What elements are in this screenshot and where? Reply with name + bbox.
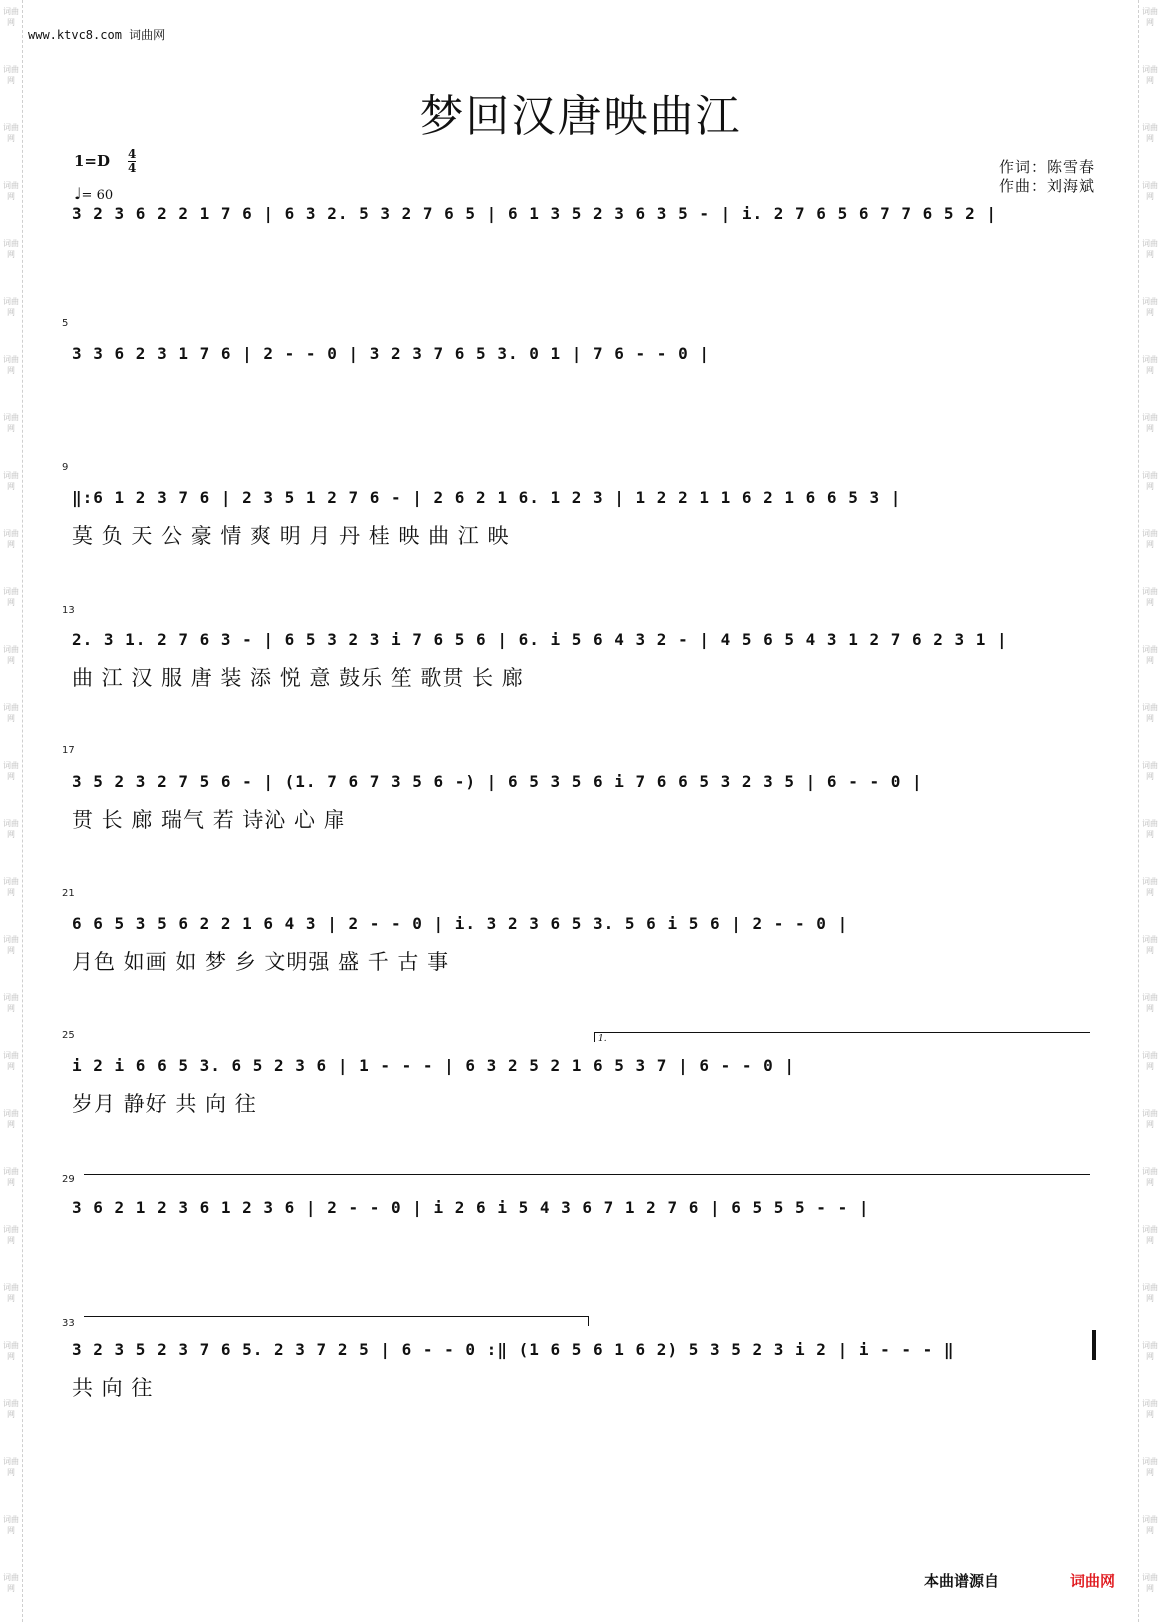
time-signature	[128, 148, 136, 175]
volta-bracket-continued	[84, 1174, 1090, 1175]
tempo-marking	[74, 184, 113, 203]
watermark-text: 词曲网	[3, 7, 19, 27]
watermark-text: 词曲网	[1142, 587, 1158, 607]
watermark-text: 词曲网	[1142, 1051, 1158, 1071]
volta-bracket	[594, 1032, 1090, 1033]
watermark-text: 词曲网	[3, 1341, 19, 1361]
notation-line: 2. 3 1. 2 7 6 3 - | 6 5 3 2 3 i 7 6 5 6 | 6. i 5 6 4 3 2 - | 4 5 6 5 4 3 1 2 7 6 2 3 1 |	[72, 630, 1008, 649]
watermark-text: 词曲网	[3, 1399, 19, 1419]
notation-line: 3 6 2 1 2 3 6 1 2 3 6 | 2 - - 0 | i 2 6 i 5 4 3 6 7 1 2 7 6 | 6 5 5 5 - - |	[72, 1198, 870, 1217]
lyrics-line: 月色 如画 如 梦 乡 文明强 盛 千 古 事	[72, 950, 450, 974]
notation-line: i 2 i 6 6 5 3. 6 5 2 3 6 | 1 - - - | 6 3 2 5 2 1 6 5 3 7 | 6 - - 0 |	[72, 1056, 796, 1075]
watermark-text: 词曲网	[1142, 471, 1158, 491]
measure-number: 13	[62, 605, 75, 616]
watermark-text: 词曲网	[3, 1225, 19, 1245]
watermark-text: 词曲网	[1142, 935, 1158, 955]
watermark-text: 词曲网	[1142, 761, 1158, 781]
watermark-text: 词曲网	[3, 877, 19, 897]
watermark-text: 词曲网	[1142, 1457, 1158, 1477]
watermark-text: 词曲网	[1142, 993, 1158, 1013]
watermark-text: 词曲网	[1142, 1167, 1158, 1187]
volta-tick	[594, 1032, 595, 1042]
volta-tick-end	[588, 1316, 589, 1326]
watermark-text: 词曲网	[3, 1515, 19, 1535]
watermark-text: 词曲网	[1142, 877, 1158, 897]
volta-bracket-end	[84, 1316, 588, 1317]
watermark-text: 词曲网	[3, 1109, 19, 1129]
lyrics-line: 贯 长 廊 瑞气 若 诗沁 心 扉	[72, 808, 346, 832]
song-title: 梦回汉唐映曲江	[419, 91, 742, 142]
watermark-text: 词曲网	[3, 529, 19, 549]
notation-line: 3 2 3 5 2 3 7 6 5. 2 3 7 2 5 | 6 - - 0 :‖ (1 6 5 6 1 6 2) 5 3 5 2 3 i 2 | i - - - ‖	[72, 1340, 955, 1359]
watermark-text: 词曲网	[3, 355, 19, 375]
watermark-text: 词曲网	[1142, 1225, 1158, 1245]
watermark-text: 词曲网	[1142, 1109, 1158, 1129]
volta-label: 1.	[598, 1034, 607, 1044]
watermark-text: 词曲网	[3, 413, 19, 433]
notation-line: 3 3 6 2 3 1 7 6 | 2 - - 0 | 3 2 3 7 6 5 3. 0 1 | 7 6 - - 0 |	[72, 344, 710, 363]
lyrics-line: 岁月 静好 共 向 往	[72, 1092, 257, 1116]
watermark-text: 词曲网	[1142, 1399, 1158, 1419]
watermark-text: 词曲网	[1142, 239, 1158, 259]
watermark-text: 词曲网	[1142, 7, 1158, 27]
lyricist: 作词：陈雪春	[998, 158, 1095, 176]
notation-line: 3 2 3 6 2 2 1 7 6 | 6 3 2. 5 3 2 7 6 5 | 6 1 3 5 2 3 6 3 5 - | i. 2 7 6 5 6 7 7 6 5 2 |	[72, 204, 998, 223]
watermark-text: 词曲网	[3, 1051, 19, 1071]
measure-number: 29	[62, 1174, 75, 1185]
watermark-text: 词曲网	[1142, 645, 1158, 665]
watermark-text: 词曲网	[1142, 355, 1158, 375]
watermark-text: 词曲网	[1142, 819, 1158, 839]
watermark-text: 词曲网	[1142, 181, 1158, 201]
watermark-text: 词曲网	[3, 65, 19, 85]
watermark-text: 词曲网	[1142, 297, 1158, 317]
watermark-text: 词曲网	[3, 123, 19, 143]
meter-bottom: 4	[128, 161, 137, 175]
watermark-text: 词曲网	[1142, 1283, 1158, 1303]
watermark-text: 词曲网	[3, 1457, 19, 1477]
notation-line: 6 6 5 3 5 6 2 2 1 6 4 3 | 2 - - 0 | i. 3 2 3 6 5 3. 5 6 i 5 6 | 2 - - 0 |	[72, 914, 849, 933]
watermark-text: 词曲网	[1142, 123, 1158, 143]
watermark-text: 词曲网	[1142, 65, 1158, 85]
watermark-text: 词曲网	[3, 993, 19, 1013]
watermark-text: 词曲网	[3, 1167, 19, 1187]
watermark-text: 词曲网	[1142, 1573, 1158, 1593]
watermark-text: 词曲网	[3, 471, 19, 491]
source-site: 词曲网	[1070, 1572, 1116, 1590]
watermark-text: 词曲网	[3, 761, 19, 781]
notation-line: ‖:6 1 2 3 7 6 | 2 3 5 1 2 7 6 - | 2 6 2 1 6. 1 2 3 | 1 2 2 1 1 6 2 1 6 6 5 3 |	[72, 488, 902, 507]
lyrics-line: 共 向 往	[72, 1376, 154, 1400]
measure-number: 33	[62, 1318, 75, 1329]
lyrics-line: 曲 江 汉 服 唐 装 添 悦 意 鼓乐 笙 歌贯 长 廊	[72, 666, 524, 690]
tempo-value: = 60	[81, 188, 114, 203]
meter-top: 4	[128, 147, 137, 161]
watermark-text: 词曲网	[1142, 1515, 1158, 1535]
final-barline	[1092, 1330, 1096, 1360]
watermark-text: 词曲网	[3, 645, 19, 665]
source-text: 本曲谱源自	[924, 1572, 1000, 1590]
watermark-text: 词曲网	[3, 819, 19, 839]
watermark-text: 词曲网	[1142, 413, 1158, 433]
watermark-text: 词曲网	[1142, 1341, 1158, 1361]
measure-number: 25	[62, 1030, 75, 1041]
watermark-text: 词曲网	[3, 703, 19, 723]
watermark-text: 词曲网	[1142, 703, 1158, 723]
watermark-text: 词曲网	[3, 181, 19, 201]
lyrics-line: 莫 负 天 公 豪 情 爽 明 月 丹 桂 映 曲 江 映	[72, 524, 510, 548]
measure-number: 5	[62, 318, 69, 329]
measure-number: 21	[62, 888, 75, 899]
watermark-strip-right	[1138, 0, 1161, 1622]
notation-line: 3 5 2 3 2 7 5 6 - | (1. 7 6 7 3 5 6 -) | 6 5 3 5 6 i 7 6 6 5 3 2 3 5 | 6 - - 0 |	[72, 772, 923, 791]
watermark-strip-left	[0, 0, 23, 1622]
watermark-text: 词曲网	[3, 297, 19, 317]
credits	[999, 158, 1095, 196]
quarter-note-icon: ♩	[74, 184, 82, 203]
key-signature: 1=D	[74, 152, 111, 170]
measure-number: 17	[62, 745, 75, 756]
watermark-text: 词曲网	[1142, 529, 1158, 549]
site-url: www.ktvc8.com 词曲网	[28, 28, 166, 42]
watermark-text: 词曲网	[3, 1573, 19, 1593]
watermark-text: 词曲网	[3, 587, 19, 607]
measure-number: 9	[62, 462, 69, 473]
watermark-text: 词曲网	[3, 1283, 19, 1303]
watermark-text: 词曲网	[3, 935, 19, 955]
composer: 作曲：刘海斌	[998, 177, 1095, 195]
watermark-text: 词曲网	[3, 239, 19, 259]
